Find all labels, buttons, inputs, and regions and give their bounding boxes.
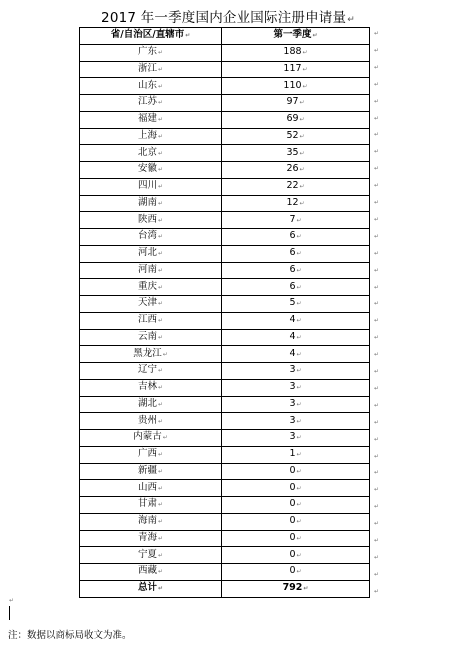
row-end-mark-icon: ↵ [374, 418, 380, 426]
table-row [80, 446, 370, 463]
row-end-mark-icon: ↵ [374, 283, 380, 291]
region-cell [80, 111, 222, 128]
cell-mark-icon: ↵ [302, 65, 308, 73]
row-end-mark-icon: ↵ [374, 199, 380, 206]
region-name: 台湾 [137, 230, 157, 242]
row-end-mark-icon: ↵ [374, 114, 380, 122]
count-cell [222, 413, 370, 430]
count-cell [222, 564, 370, 581]
count-cell [222, 44, 370, 61]
application-count: 3 [289, 381, 296, 393]
application-count: 35 [286, 146, 299, 158]
row-end-mark-icon: ↵ [374, 587, 380, 595]
table-row [80, 497, 370, 514]
row-end-mark-icon: ↵ [374, 165, 380, 173]
cell-mark-icon: ↵ [296, 317, 302, 325]
application-count: 0 [289, 515, 296, 527]
table-row [80, 195, 370, 212]
region-name: 山西 [137, 481, 157, 493]
row-end-mark-icon: ↵ [374, 131, 380, 139]
application-count: 6 [289, 280, 296, 292]
region-name: 北京 [137, 146, 157, 158]
region-name: 重庆 [137, 280, 157, 292]
count-cell [222, 329, 370, 346]
row-end-mark-icon: ↵ [374, 452, 380, 460]
application-count: 22 [286, 180, 299, 192]
cell-mark-icon: ↵ [296, 417, 302, 425]
cell-mark-icon: ↵ [157, 333, 164, 341]
region-cell [80, 229, 222, 246]
region-cell [80, 312, 222, 329]
table-row [80, 229, 370, 246]
region-name: 西藏 [137, 565, 157, 577]
application-count: 5 [289, 297, 296, 309]
region-name: 广东 [137, 46, 157, 58]
table-row [80, 312, 370, 329]
cell-mark-icon: ↵ [157, 384, 164, 392]
table-row [80, 564, 370, 581]
row-end-mark-icon: ↵ [374, 97, 380, 105]
count-cell [222, 463, 370, 480]
region-cell [80, 329, 222, 346]
application-count: 117 [283, 62, 302, 74]
region-name: 云南 [137, 330, 157, 342]
application-count: 26 [286, 163, 299, 175]
document-title [0, 6, 456, 26]
cell-mark-icon: ↵ [157, 467, 164, 475]
cell-mark-icon: ↵ [296, 518, 302, 526]
row-end-mark-icon: ↵ [374, 537, 380, 544]
cell-mark-icon: ↵ [296, 501, 302, 509]
cell-mark-icon: ↵ [157, 166, 164, 174]
cell-mark-icon: ↵ [157, 199, 164, 207]
application-count: 0 [289, 464, 296, 476]
region-cell [80, 564, 222, 581]
region-name: 江西 [137, 314, 157, 326]
row-end-mark-icon: ↵ [374, 80, 380, 88]
table-row [80, 363, 370, 380]
count-cell [222, 396, 370, 413]
table-row [80, 44, 370, 61]
row-end-mark-icon: ↵ [374, 334, 380, 342]
cell-mark-icon: ↵ [303, 585, 309, 593]
region-cell [80, 279, 222, 296]
application-count: 第一季度 [273, 29, 312, 41]
region-name: 天津 [137, 297, 157, 309]
cell-mark-icon: ↵ [157, 400, 164, 408]
table-row [80, 379, 370, 396]
cell-mark-icon: ↵ [299, 132, 305, 140]
count-cell [222, 363, 370, 380]
region-name: 新疆 [137, 464, 157, 476]
row-end-mark-icon: ↵ [374, 46, 380, 54]
cell-mark-icon: ↵ [185, 32, 191, 40]
table-row [80, 128, 370, 145]
cell-mark-icon: ↵ [296, 266, 302, 274]
cell-mark-icon: ↵ [157, 99, 164, 107]
count-cell [222, 128, 370, 145]
row-end-mark-icon: ↵ [374, 215, 380, 223]
region-name: 青海 [137, 531, 157, 543]
cell-mark-icon: ↵ [296, 367, 302, 375]
application-count: 7 [289, 213, 296, 225]
count-cell [222, 446, 370, 463]
region-cell [80, 513, 222, 530]
cell-mark-icon: ↵ [162, 434, 168, 442]
region-name: 总计 [137, 582, 157, 594]
count-cell [222, 497, 370, 514]
cell-mark-icon: ↵ [296, 534, 302, 542]
region-cell [80, 379, 222, 396]
application-count: 3 [289, 431, 296, 443]
table-row [80, 145, 370, 162]
application-count: 4 [289, 330, 296, 342]
count-cell [222, 111, 370, 128]
cell-mark-icon: ↵ [157, 501, 164, 509]
application-count: 97 [286, 96, 299, 108]
region-name: 湖南 [137, 196, 157, 208]
row-end-mark-icon: ↵ [374, 63, 380, 71]
region-cell [80, 145, 222, 162]
region-cell [80, 95, 222, 112]
cell-mark-icon: ↵ [157, 568, 164, 576]
count-cell [222, 78, 370, 95]
region-name: 内蒙古 [133, 431, 162, 443]
table-total-row [80, 580, 370, 597]
table-row [80, 430, 370, 447]
table-row [80, 178, 370, 195]
table-row [80, 279, 370, 296]
table-row [80, 296, 370, 313]
table-row [80, 212, 370, 229]
count-cell [222, 95, 370, 112]
application-count: 0 [289, 548, 296, 560]
cell-mark-icon: ↵ [302, 49, 308, 57]
region-name: 甘肃 [137, 498, 157, 510]
region-cell [80, 430, 222, 447]
row-end-mark-icon: ↵ [374, 30, 380, 37]
row-end-mark-icon: ↵ [374, 486, 380, 494]
region-name: 省/自治区/直辖市 [110, 29, 185, 41]
count-cell [222, 195, 370, 212]
cell-mark-icon: ↵ [296, 568, 302, 576]
table-row [80, 530, 370, 547]
region-cell [80, 547, 222, 564]
table-row [80, 396, 370, 413]
region-cell [80, 28, 222, 45]
region-name: 吉林 [137, 381, 157, 393]
application-count: 110 [283, 79, 302, 91]
region-name: 四川 [137, 180, 157, 192]
row-end-mark-icon: ↵ [374, 182, 380, 190]
cell-mark-icon: ↵ [157, 367, 164, 375]
application-count: 188 [283, 46, 302, 58]
cell-mark-icon: ↵ [157, 283, 164, 291]
region-name: 上海 [137, 129, 157, 141]
row-end-mark-icon: ↵ [374, 435, 380, 443]
table-row [80, 78, 370, 95]
count-cell [222, 580, 370, 597]
region-cell [80, 413, 222, 430]
cell-mark-icon: ↵ [157, 484, 164, 492]
cell-mark-icon: ↵ [302, 82, 308, 90]
row-end-mark-icon: ↵ [374, 401, 380, 409]
cell-mark-icon: ↵ [157, 585, 164, 593]
table-row [80, 463, 370, 480]
row-end-mark-icon: ↵ [374, 553, 380, 561]
region-name: 黑龙江 [133, 347, 162, 359]
cell-mark-icon: ↵ [296, 551, 302, 559]
cell-mark-icon: ↵ [157, 132, 164, 140]
paragraph-mark-icon: ↵ [347, 15, 355, 25]
region-name: 河南 [137, 263, 157, 275]
table-row [80, 513, 370, 530]
application-count: 52 [286, 129, 299, 141]
application-count: 0 [289, 531, 296, 543]
application-count: 1 [289, 448, 296, 460]
count-cell [222, 480, 370, 497]
region-cell [80, 363, 222, 380]
region-name: 江苏 [137, 96, 157, 108]
region-cell [80, 195, 222, 212]
cell-mark-icon: ↵ [157, 266, 164, 274]
cell-mark-icon: ↵ [157, 518, 164, 526]
cell-mark-icon: ↵ [299, 149, 305, 157]
cell-mark-icon: ↵ [312, 32, 318, 40]
cell-mark-icon: ↵ [157, 149, 164, 157]
table-row [80, 346, 370, 363]
application-count: 12 [286, 196, 299, 208]
count-cell [222, 162, 370, 179]
cell-mark-icon: ↵ [157, 233, 164, 241]
registration-table [79, 27, 370, 598]
row-end-mark-icon: ↵ [374, 317, 380, 325]
cell-mark-icon: ↵ [296, 484, 302, 492]
row-end-mark-icon: ↵ [374, 570, 380, 578]
count-cell [222, 245, 370, 262]
cell-mark-icon: ↵ [157, 317, 164, 325]
cell-mark-icon: ↵ [157, 551, 164, 559]
row-end-mark-icon: ↵ [374, 351, 380, 359]
count-cell [222, 229, 370, 246]
region-cell [80, 396, 222, 413]
row-end-mark-icon: ↵ [374, 266, 380, 274]
row-end-mark-icon: ↵ [374, 249, 380, 257]
count-cell [222, 61, 370, 78]
cell-mark-icon: ↵ [299, 99, 305, 107]
application-count: 3 [289, 397, 296, 409]
cell-mark-icon: ↵ [299, 199, 305, 207]
text-cursor[interactable] [9, 606, 10, 620]
application-count: 4 [289, 314, 296, 326]
region-cell [80, 262, 222, 279]
region-cell [80, 78, 222, 95]
application-count: 3 [289, 364, 296, 376]
cell-mark-icon: ↵ [157, 216, 164, 224]
cell-mark-icon: ↵ [296, 467, 302, 475]
application-count: 6 [289, 263, 296, 275]
region-name: 贵州 [137, 414, 157, 426]
region-name: 湖北 [137, 397, 157, 409]
cell-mark-icon: ↵ [296, 300, 302, 308]
region-name: 福建 [137, 113, 157, 125]
region-cell [80, 178, 222, 195]
count-cell [222, 296, 370, 313]
row-end-mark-icon: ↵ [374, 300, 380, 308]
region-cell [80, 580, 222, 597]
cell-mark-icon: ↵ [157, 49, 164, 57]
row-end-mark-icon: ↵ [374, 520, 380, 528]
region-name: 辽宁 [137, 364, 157, 376]
application-count: 6 [289, 230, 296, 242]
row-end-mark-icon: ↵ [374, 503, 380, 511]
count-cell [222, 547, 370, 564]
region-name: 宁夏 [137, 548, 157, 560]
table-row [80, 413, 370, 430]
cell-mark-icon: ↵ [157, 65, 164, 73]
count-cell [222, 212, 370, 229]
cell-mark-icon: ↵ [299, 183, 305, 191]
cell-mark-icon: ↵ [299, 116, 305, 124]
count-cell [222, 145, 370, 162]
cell-mark-icon: ↵ [296, 216, 302, 224]
application-count: 792 [282, 582, 303, 594]
cell-mark-icon: ↵ [162, 350, 168, 358]
cell-mark-icon: ↵ [296, 451, 302, 459]
count-cell [222, 513, 370, 530]
region-name: 河北 [137, 247, 157, 259]
count-cell [222, 430, 370, 447]
cell-mark-icon: ↵ [157, 183, 164, 191]
region-cell [80, 530, 222, 547]
cell-mark-icon: ↵ [299, 166, 305, 174]
region-cell [80, 162, 222, 179]
application-count: 0 [289, 565, 296, 577]
cell-mark-icon: ↵ [157, 116, 164, 124]
application-count: 6 [289, 247, 296, 259]
cell-mark-icon: ↵ [157, 82, 164, 90]
region-cell [80, 446, 222, 463]
title-text: 2017 年一季度国内企业国际注册申请量 [101, 10, 347, 26]
region-name: 海南 [137, 515, 157, 527]
application-count: 4 [289, 347, 296, 359]
table-row [80, 262, 370, 279]
count-cell [222, 312, 370, 329]
table-row [80, 480, 370, 497]
region-name: 山东 [137, 79, 157, 91]
cell-mark-icon: ↵ [157, 250, 164, 258]
cell-mark-icon: ↵ [296, 434, 302, 442]
row-end-mark-icon: ↵ [374, 469, 380, 477]
region-cell [80, 463, 222, 480]
application-count: 0 [289, 498, 296, 510]
application-count: 0 [289, 481, 296, 493]
count-cell [222, 262, 370, 279]
table-row [80, 329, 370, 346]
count-cell [222, 279, 370, 296]
region-cell [80, 44, 222, 61]
footnote: 注：数据以商标局收文为准。 [8, 630, 132, 641]
region-name: 陕西 [137, 213, 157, 225]
row-end-mark-icon: ↵ [374, 148, 380, 156]
cell-mark-icon: ↵ [296, 283, 302, 291]
application-count: 69 [286, 113, 299, 125]
count-cell [222, 346, 370, 363]
count-cell [222, 530, 370, 547]
table-row [80, 61, 370, 78]
region-cell [80, 212, 222, 229]
region-cell [80, 61, 222, 78]
table-row [80, 547, 370, 564]
cell-mark-icon: ↵ [296, 400, 302, 408]
cell-mark-icon: ↵ [296, 250, 302, 258]
cell-mark-icon: ↵ [296, 333, 302, 341]
region-cell [80, 497, 222, 514]
region-cell [80, 480, 222, 497]
row-end-mark-icon: ↵ [374, 368, 380, 375]
region-cell [80, 128, 222, 145]
region-cell [80, 296, 222, 313]
count-cell [222, 379, 370, 396]
region-name: 浙江 [137, 62, 157, 74]
cell-mark-icon: ↵ [157, 451, 164, 459]
cell-mark-icon: ↵ [157, 300, 164, 308]
table-row [80, 111, 370, 128]
cell-mark-icon: ↵ [296, 233, 302, 241]
application-count: 3 [289, 414, 296, 426]
region-cell [80, 346, 222, 363]
count-cell [222, 178, 370, 195]
cell-mark-icon: ↵ [296, 350, 302, 358]
table-row [80, 245, 370, 262]
table-header-row [80, 28, 370, 45]
row-end-mark-icon: ↵ [374, 384, 380, 392]
region-name: 广西 [137, 448, 157, 460]
table-row [80, 95, 370, 112]
count-cell [222, 28, 370, 45]
cell-mark-icon: ↵ [296, 384, 302, 392]
cell-mark-icon: ↵ [157, 417, 164, 425]
region-cell [80, 245, 222, 262]
cell-mark-icon: ↵ [157, 534, 164, 542]
table-row [80, 162, 370, 179]
row-end-mark-icon: ↵ [374, 232, 380, 240]
paragraph-mark-icon: ↵ [9, 597, 15, 604]
region-name: 安徽 [137, 163, 157, 175]
